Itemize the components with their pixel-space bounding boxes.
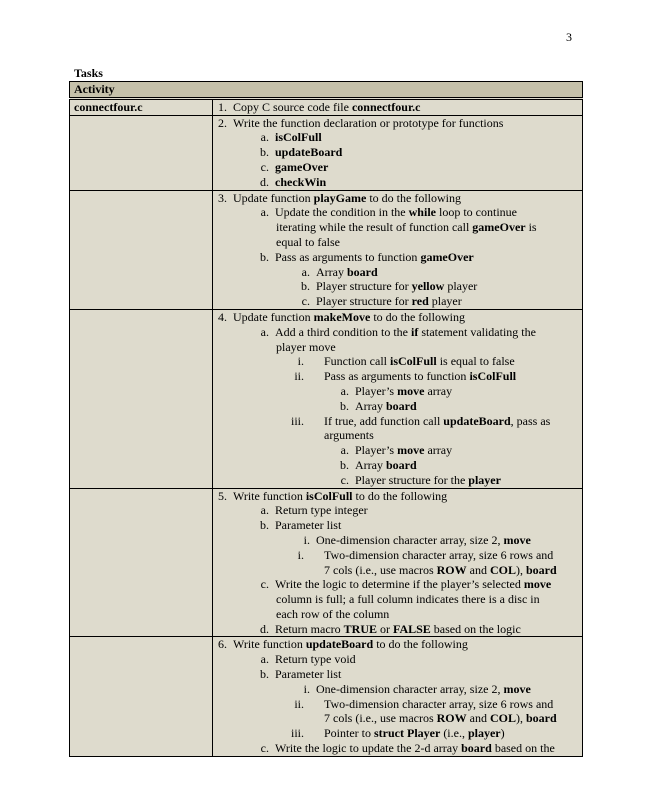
list-number: c.: [260, 741, 269, 756]
task-text: Parameter list: [275, 518, 342, 533]
list-number: i.: [303, 681, 310, 696]
task-text: Pass as arguments to function gameOver: [275, 249, 474, 264]
task-text: Array board: [355, 398, 417, 413]
task-text: updateBoard: [275, 145, 343, 160]
task-text: If true, add function call updateBoard, pass as: [324, 413, 551, 428]
file-cell: [70, 115, 213, 190]
table-row: [70, 637, 583, 756]
task-line: [213, 726, 582, 741]
task-text: Copy C source code file connectfour.c: [233, 99, 421, 114]
list-number: a.: [260, 652, 269, 667]
tasks-table: [69, 81, 583, 757]
task-text: Update function makeMove to do the following: [233, 309, 465, 324]
task-line: [213, 310, 582, 325]
file-cell: [70, 488, 213, 637]
page-number: 3: [566, 30, 572, 44]
list-number: i.: [303, 532, 310, 547]
task-line: [213, 399, 582, 414]
table-header-row: [70, 82, 583, 99]
task-line: [213, 473, 582, 488]
task-text: equal to false: [276, 234, 340, 249]
task-text: Player structure for red player: [316, 294, 462, 309]
task-line: [213, 682, 582, 697]
list-number: 6.: [218, 637, 227, 652]
list-number: c.: [260, 577, 269, 592]
task-text: Update the condition in the while loop to continue: [275, 205, 517, 220]
activity-header: Activity: [70, 82, 583, 99]
task-text: Update function playGame to do the following: [233, 190, 461, 205]
task-line: [213, 518, 582, 533]
task-cell: [213, 115, 583, 190]
task-line: [213, 533, 582, 548]
task-line: [213, 428, 582, 443]
list-number: iii.: [290, 726, 304, 741]
task-line: [213, 637, 582, 652]
task-text: Player structure for yellow player: [316, 279, 478, 294]
list-number: 1.: [218, 99, 227, 114]
task-line: [213, 592, 582, 607]
task-line: [213, 340, 582, 355]
table-row: [70, 309, 583, 488]
task-text: player move: [276, 339, 336, 354]
task-text: Write the function declaration or prototype for functions: [233, 115, 504, 130]
task-text: isColFull: [275, 130, 322, 145]
file-cell: connectfour.c: [70, 98, 213, 115]
task-text: Function call isColFull is equal to false: [324, 354, 515, 369]
task-text: Write the logic to determine if the player’s selected move: [275, 577, 552, 592]
list-number: d.: [260, 174, 269, 189]
task-text: arguments: [324, 428, 374, 443]
task-text: checkWin: [275, 174, 327, 189]
list-number: iii.: [290, 413, 304, 428]
task-line: [213, 697, 582, 712]
task-line: [213, 563, 582, 578]
list-number: b.: [260, 518, 269, 533]
task-line: [213, 220, 582, 235]
task-line: [213, 265, 582, 280]
task-line: [213, 205, 582, 220]
list-number: ii.: [294, 696, 304, 711]
list-number: a.: [340, 443, 349, 458]
task-line: [213, 191, 582, 206]
list-number: a.: [260, 324, 269, 339]
list-number: b.: [260, 145, 269, 160]
task-line: [213, 443, 582, 458]
task-text: Two-dimension character array, size 6 rows and: [324, 696, 554, 711]
list-number: a.: [260, 503, 269, 518]
tasks-heading: Tasks: [74, 66, 103, 80]
task-text: Parameter list: [275, 667, 342, 682]
task-cell: [213, 98, 583, 115]
task-text: Write function updateBoard to do the following: [233, 637, 468, 652]
list-number: b.: [301, 279, 310, 294]
task-line: [213, 294, 582, 309]
table-row: [70, 190, 583, 309]
task-text: gameOver: [275, 159, 329, 174]
task-line: [213, 160, 582, 175]
task-cell: [213, 488, 583, 637]
list-number: a.: [260, 205, 269, 220]
list-number: a.: [260, 130, 269, 145]
task-line: [213, 548, 582, 563]
list-number: 3.: [218, 190, 227, 205]
task-line: [213, 489, 582, 504]
task-text: Return macro TRUE or FALSE based on the logic: [275, 621, 521, 636]
list-number: b.: [260, 667, 269, 682]
task-line: [213, 503, 582, 518]
task-line: [213, 414, 582, 429]
task-text: Pointer to struct Player (i.e., player): [324, 726, 505, 741]
task-line: [213, 607, 582, 622]
task-text: Return type void: [275, 652, 356, 667]
task-line: [213, 145, 582, 160]
list-number: 5.: [218, 488, 227, 503]
file-cell: [70, 190, 213, 309]
task-line: [213, 667, 582, 682]
list-number: b.: [260, 249, 269, 264]
table-row: [70, 98, 583, 115]
task-line: [213, 369, 582, 384]
task-line: [213, 652, 582, 667]
task-text: Player’s move array: [355, 383, 453, 398]
task-line: [213, 235, 582, 250]
task-text: Player’s move array: [355, 443, 453, 458]
task-text: Array board: [316, 264, 378, 279]
task-text: column is full; a full column indicates there is a disc in: [276, 592, 540, 607]
task-text: 7 cols (i.e., use macros ROW and COL), board: [324, 711, 557, 726]
list-number: c.: [301, 294, 310, 309]
task-line: [213, 279, 582, 294]
task-line: [213, 458, 582, 473]
table-row: [70, 488, 583, 637]
list-number: ii.: [294, 369, 304, 384]
task-line: [213, 384, 582, 399]
task-line: [213, 711, 582, 726]
task-text: each row of the column: [276, 606, 390, 621]
table-row: [70, 115, 583, 190]
task-cell: [213, 309, 583, 488]
list-number: 4.: [218, 309, 227, 324]
file-cell: [70, 637, 213, 756]
list-number: 2.: [218, 115, 227, 130]
task-text: Array board: [355, 457, 417, 472]
file-cell: [70, 309, 213, 488]
task-text: Write function isColFull to do the following: [233, 488, 448, 503]
list-number: b.: [340, 398, 349, 413]
task-cell: [213, 637, 583, 756]
list-number: b.: [340, 457, 349, 472]
task-text: 7 cols (i.e., use macros ROW and COL), board: [324, 562, 557, 577]
list-number: c.: [260, 159, 269, 174]
task-line: [213, 325, 582, 340]
list-number: d.: [260, 621, 269, 636]
task-text: One-dimension character array, size 2, move: [316, 681, 531, 696]
task-text: Add a third condition to the if statement validating the: [275, 324, 536, 339]
task-line: [213, 100, 582, 115]
task-text: Pass as arguments to function isColFull: [324, 369, 517, 384]
task-line: [213, 622, 582, 637]
task-text: Return type integer: [275, 503, 368, 518]
task-text: Write the logic to update the 2-d array board based on the: [275, 741, 555, 756]
task-line: [213, 175, 582, 190]
task-line: [213, 130, 582, 145]
task-text: Player structure for the player: [355, 472, 501, 487]
task-line: [213, 116, 582, 131]
task-text: Two-dimension character array, size 6 rows and: [324, 547, 554, 562]
task-line: [213, 577, 582, 592]
list-number: a.: [301, 264, 310, 279]
list-number: i.: [297, 354, 304, 369]
list-number: i.: [297, 547, 304, 562]
task-text: One-dimension character array, size 2, move: [316, 532, 531, 547]
task-text: iterating while the result of function call gameOver is: [276, 220, 537, 235]
task-cell: [213, 190, 583, 309]
list-number: c.: [340, 472, 349, 487]
list-number: a.: [340, 383, 349, 398]
task-line: [213, 250, 582, 265]
task-line: [213, 741, 582, 756]
task-line: [213, 354, 582, 369]
